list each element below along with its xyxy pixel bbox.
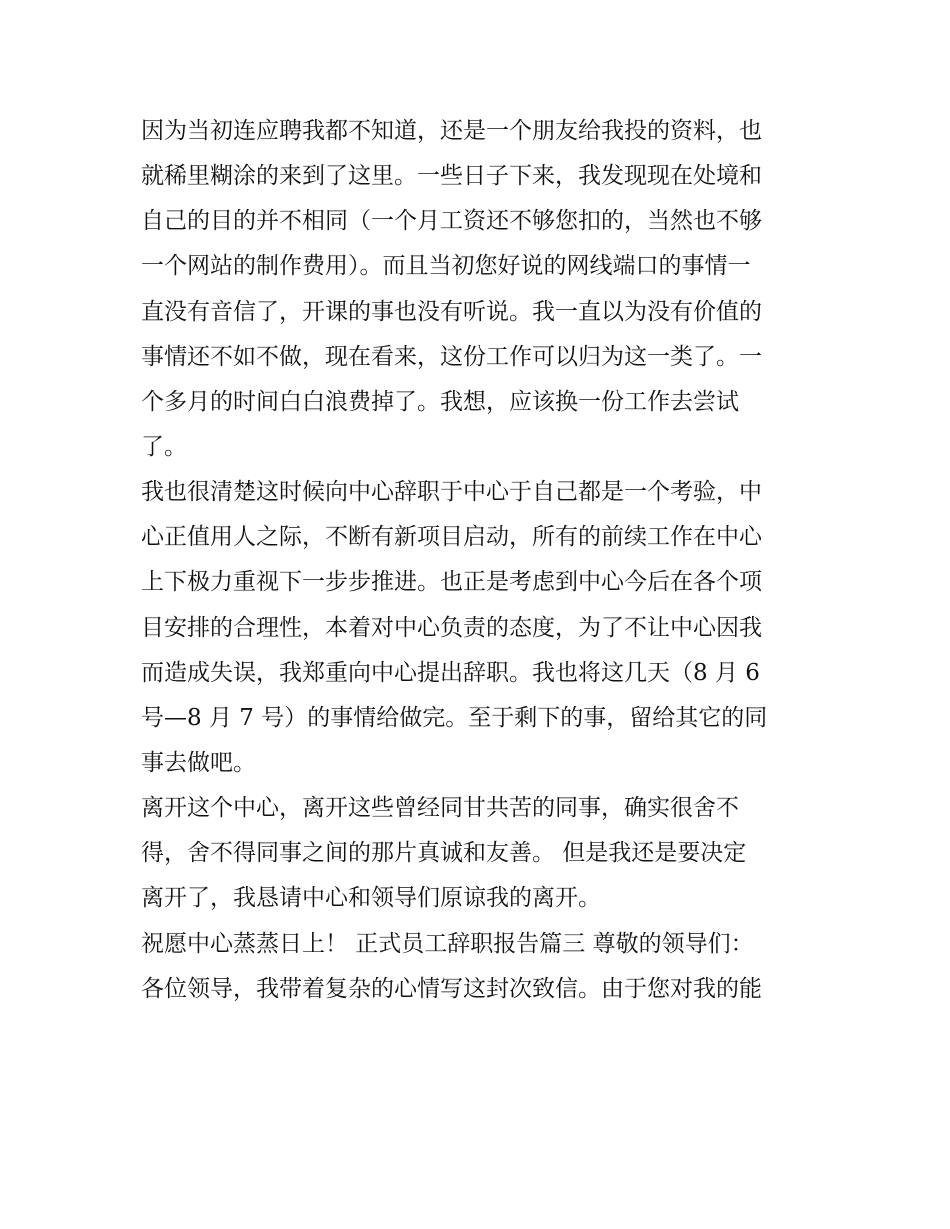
text-line: 了。 [141,433,187,460]
text-line: 因为当初连应聘我都不知道，还是一个朋友给我投的资料，也 [141,118,762,144]
text-line: 自己的目的并不相同（一个月工资还不够您扣的，当然也不够 [141,208,762,235]
text-line: 号—8 月 7 号）的事情给做完。至于剩下的事，留给其它的同 [141,704,768,731]
text-line: 事情还不如不做，现在看来，这份工作可以归为这一类了。一 [141,343,762,370]
text-line: 离开了，我恳请中心和领导们原谅我的离开。 [141,885,601,912]
text-line: 上下极力重视下一步步推进。也正是考虑到中心今后在各个项 [141,569,762,596]
text-line: 祝愿中心蒸蒸日上！ 正式员工辞职报告篇三 尊敬的领导们： [141,930,754,957]
document-body [141,109,821,1012]
text-line: 而造成失误，我郑重向中心提出辞职。我也将这几天（8 月 6 [141,659,760,686]
text-line: 得，舍不得同事之间的那片真诚和友善。 但是我还是要决定 [141,840,747,867]
text-line: 我也很清楚这时候向中心辞职于中心于自己都是一个考验，中 [141,479,762,506]
text-line: 离开这个中心，离开这些曾经同甘共苦的同事，确实很舍不 [141,795,739,822]
text-line: 目安排的合理性，本着对中心负责的态度，为了不让中心因我 [141,614,762,641]
text-line: 一个网站的制作费用）。而且当初您好说的网线端口的事情一 [141,253,751,280]
text-line: 就稀里糊涂的来到了这里。一些日子下来，我发现现在处境和 [141,163,762,190]
text-line: 各位领导，我带着复杂的心情写这封次致信。由于您对我的能 [141,975,762,1002]
text-line: 事去做吧。 [141,749,256,776]
text-line: 个多月的时间白白浪费掉了。我想，应该换一份工作去尝试 [141,388,739,415]
text-line: 心正值用人之际，不断有新项目启动，所有的前续工作在中心 [141,524,762,551]
text-line: 直没有音信了，开课的事也没有听说。我一直以为没有价值的 [141,298,762,325]
